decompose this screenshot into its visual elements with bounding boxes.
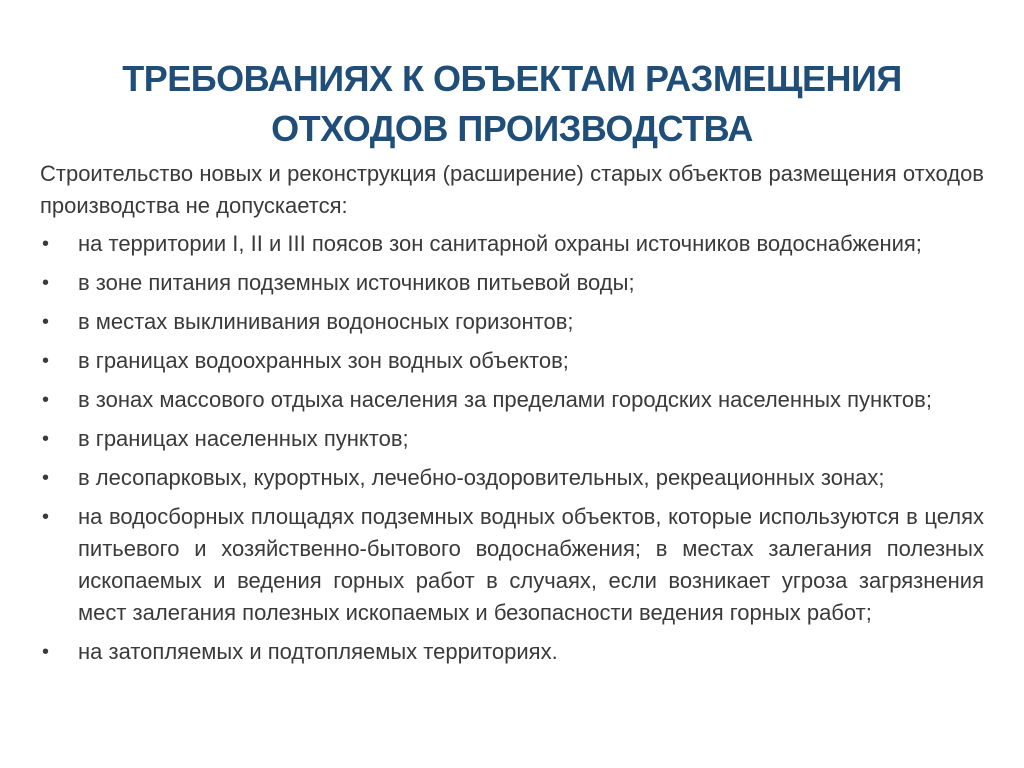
list-item-text: в зоне питания подземных источников питьевой воды; xyxy=(78,270,635,295)
bullet-icon: • xyxy=(42,350,50,372)
list-item-text: в лесопарковых, курортных, лечебно-оздоровительных, рекреационных зонах; xyxy=(78,465,885,490)
bullet-icon: • xyxy=(42,272,50,294)
bullet-icon: • xyxy=(42,389,50,411)
list-item-text: на территории I, II и III поясов зон санитарной охраны источников водоснабжения; xyxy=(78,231,922,256)
list-item xyxy=(40,462,984,494)
list-item-text: на затопляемых и подтопляемых территориях. xyxy=(78,639,558,664)
list-item-text: в границах населенных пунктов; xyxy=(78,426,409,451)
list-item xyxy=(40,267,984,299)
list-item-text: на водосборных площадях подземных водных объектов, которые используются в целях питьевого и хозяйственно-бытового водоснабжения; в местах залегания полезных ископаемых и ведения горных работ в случаях, если возникает угроза загрязнения мест залегания полезных ископаемых и безопасности ведения горных работ; xyxy=(78,504,984,625)
title-line-2: ОТХОДОВ ПРОИЗВОДСТВА xyxy=(271,108,753,150)
list-item-text: в границах водоохранных зон водных объектов; xyxy=(78,348,569,373)
bullet-icon: • xyxy=(42,428,50,450)
list-item xyxy=(40,636,984,668)
title-line-1: ТРЕБОВАНИЯХ К ОБЪЕКТАМ РАЗМЕЩЕНИЯ xyxy=(122,58,902,100)
list-item-text: в местах выклинивания водоносных горизонтов; xyxy=(78,309,574,334)
list-item-text: в зонах массового отдыха населения за пределами городских населенных пунктов; xyxy=(78,387,932,412)
bullet-list xyxy=(40,228,984,668)
list-item xyxy=(40,306,984,338)
slide-body xyxy=(40,158,984,675)
list-item xyxy=(40,228,984,260)
page-title xyxy=(40,54,984,154)
list-item xyxy=(40,384,984,416)
intro-paragraph: Строительство новых и реконструкция (расширение) старых объектов размещения отходов производства не допускается: xyxy=(40,161,984,218)
bullet-icon: • xyxy=(42,311,50,333)
bullet-icon: • xyxy=(42,641,50,663)
bullet-icon: • xyxy=(42,233,50,255)
list-item xyxy=(40,345,984,377)
bullet-icon: • xyxy=(42,506,50,528)
bullet-icon: • xyxy=(42,467,50,489)
list-item xyxy=(40,423,984,455)
list-item xyxy=(40,501,984,629)
